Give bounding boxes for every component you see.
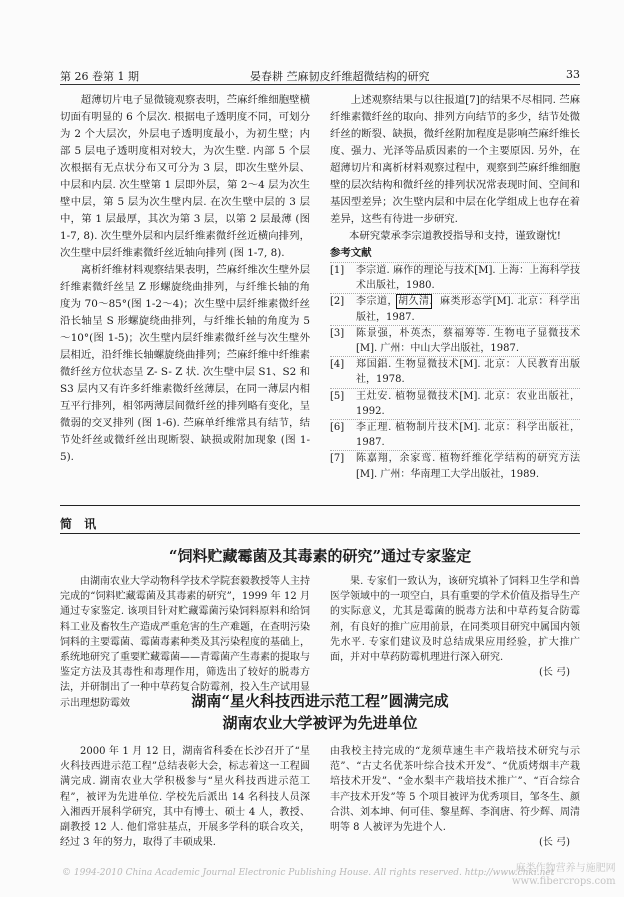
reference-item: [3] 陈景强，朴英杰，蔡福筹等. 生物电子显微技术[M]. 广州：中山大学出版社，1987. bbox=[330, 325, 580, 356]
article2-left-column bbox=[60, 744, 310, 850]
reference-list bbox=[330, 262, 580, 482]
left-column bbox=[60, 92, 310, 466]
article2-right-column bbox=[330, 744, 580, 850]
reference-item: [6] 李正理. 植物制片技术[M]. 北京：科学出版社，1987. bbox=[330, 419, 580, 450]
article1-text-right: 果. 专家们一致认为，该研究填补了饲料卫生学和兽医学领域中的一项空白，具有重要的学术价值及指导生产的实际意义，尤其是霉菌的脱毒方法和中草药复合防霉剂，有良好的推广应用前景，在同类项目研究中属国内领先水平. 专家们建议及时总结成果应用经验，扩大推广面，并对中草药防霉机理进行深入研究. bbox=[330, 576, 580, 664]
article1-text-left: 由湖南农业大学动物科学技术学院套毅教授等人主持完成的“饲料贮藏霉菌及其毒素的研究”，1999 年 12 月通过专家鉴定. 该项目针对贮藏霉菌污染饲料原料和给饲料工业及畜牧生产造成严重危害的生产难题，在查明污染饲料的主要霉菌、霉菌毒素种类及其污染程度的基础上，系统地研究了重要贮藏霉菌——青霉菌产生毒素的提取与鉴定方法及其毒性和毒理作用，筛选出了较好的脱毒方法，并研制出了一种中草药复合防霉剂，投入生产试用显示出理想防霉效 bbox=[60, 576, 310, 709]
journal-volume: 第 26 卷第 1 期 bbox=[60, 70, 139, 83]
site-watermark: 麻类作物营养与施肥网 www.fibercrops.com bbox=[512, 863, 616, 887]
references-heading: 参考文献 bbox=[330, 247, 372, 259]
reference-item: [4] 郑国錩. 生物显微技术[M]. 北京：人民教育出版社，1978. bbox=[330, 356, 580, 387]
section-rule-top bbox=[60, 505, 580, 506]
running-title: 晏春耕 苎麻韧皮纤维超微结构的研究 bbox=[250, 70, 430, 83]
right-column bbox=[330, 92, 580, 482]
reference-item: [2] 李宗道，胡久清．麻类形态学[M]. 北京：科学出版社，1987. bbox=[330, 293, 580, 324]
article2-title-line1: 湖南“星火科技西进示范工程”圆满完成 bbox=[191, 692, 449, 710]
reference-item: [7] 陈嘉翔，余家鸾. 植物纤维化学结构的研究方法[M]. 广州：华南理工大学出版社，1989. bbox=[330, 450, 580, 481]
header-rule bbox=[60, 84, 580, 85]
reference-item: [5] 王灶安. 植物显微技术[M]. 北京：农业出版社，1992. bbox=[330, 388, 580, 419]
article2-title-line2: 湖南农业大学被评为先进单位 bbox=[222, 714, 418, 732]
article1-signature: (长 弓) bbox=[539, 667, 570, 679]
section-rule-bottom bbox=[60, 533, 580, 534]
news-section-label: 简 讯 bbox=[60, 517, 101, 531]
paragraph-macerated-fiber: 离析纤维材料观察结果表明，苎麻纤维次生壁外层纤维素微纤丝呈 Z 形螺旋绕曲排列，与纤维长轴的角度为 70～85°(图 1-2～4)；次生壁中层纤维素微纤丝沿长轴呈 S 形螺旋绕曲排列，与纤维长轴的角度为 5～10°(图 1-5)；次生壁内层纤维素微纤丝与次生壁外层相近，沿纤维长轴螺旋绕曲排列；苎麻纤维中纤维素微纤丝方位状态呈 Z- S- Z 状. 次生壁中层 S1、S2 和 S3 层内又有许多纤维素微纤丝薄层，在同一薄层内相互平行排列，相邻两薄层间微纤丝的排列略有变化，呈微弱的交叉排列 (图 1-6). 苎麻单纤维常具有结节，结节处纤丝或微纤丝出现断裂、缺损或附加现象 (图 1-5). bbox=[60, 264, 310, 463]
article2-text-right: 由我校主持完成的“龙须草速生丰产栽培技术研究与示范”、“古丈名优茶叶综合技术开发”、“优质烤烟丰产栽培技术开发”、“金水梨丰产栽培技术推广”、“百合综合丰产技术开发”等 5 个项目被评为优秀项目，邹冬生、颜合洪、刘本坤、何可佳、黎星辉、李润唐、符少辉、周清明等 8 人被评为先进个人. bbox=[330, 746, 580, 834]
article1-right-column bbox=[330, 574, 580, 680]
article1-title: “饲料贮藏霉菌及其毒素的研究”通过专家鉴定 bbox=[168, 547, 472, 565]
paragraph-ultrathin-section: 超薄切片电子显微镜观察表明，苎麻纤维细胞壁横切面有明显的 6 个层次. 根据电子透明度不同，可划分为 2 个大层次，外层电子透明度最小，为初生壁；内部 5 层电子透明度相对较大，为次生壁. 内部 5 个层次根据有无点状分布又可分为 3 层，即次生壁外层、中层和内层. 次生壁第 1 层即外层，第 2～4 层为次生壁中层，第 5 层为次生壁内层. 在次生壁中层的 3 层中，第 1 层最厚，其次为第 3 层，以第 2 层最薄 (图 1-7, 8). 次生壁外层和内层纤维素微纤丝近横向排列，次生壁中层纤维素微纤丝近轴向排列 (图 1-7, 8). bbox=[60, 94, 310, 259]
copyright-footer: © 1994-2010 China Academic Journal Electronic Publishing House. All rights reserved. http://www.cnki.net bbox=[62, 868, 555, 878]
paragraph-discussion: 上述观察结果与以往报道[7]的结果不尽相同. 苎麻纤维素微纤丝的取向、排列方向结节的多少，结节处微纤丝的断裂、缺损，微纤丝附加程度是影响苎麻纤维长度、强力、光泽等品质因素的一个主要原因. 另外，在超薄切片和离析材料观察过程中，观察到苎麻纤维细胞壁的层次结构和微纤丝的排列状况常表现时间、空间和基因型差异；次生壁内层和中层在化学组成上也存在着差异，这些有待进一步研究. bbox=[330, 94, 580, 225]
article2-signature: (长 弓) bbox=[539, 837, 570, 849]
highlighted-author: 胡久清 bbox=[398, 296, 430, 308]
acknowledgement: 本研究蒙承李宗道教授指导和支持，谨致谢忱! bbox=[349, 230, 561, 242]
page-number: 33 bbox=[566, 68, 580, 81]
article2-text-left: 2000 年 1 月 12 日，湖南省科委在长沙召开了“星火科技西进示范工程”总结表彰大会，标志着这一工程圆满完成. 湖南农业大学积极参与“星火科技西进示范工程”，被评为先进单位. 学校先后派出 14 名科技人员深入湘西开展科学研究，其中有博士、硕士 4 人，教授、副教授 12 人. 他们常驻基点，开展多学科的联合攻关，经过 3 年的努力，取得了丰硕成果. bbox=[60, 746, 310, 849]
reference-item: [1] 李宗道. 麻作的理论与技术[M]. 上海：上海科学技术出版社，1980. bbox=[330, 262, 580, 293]
